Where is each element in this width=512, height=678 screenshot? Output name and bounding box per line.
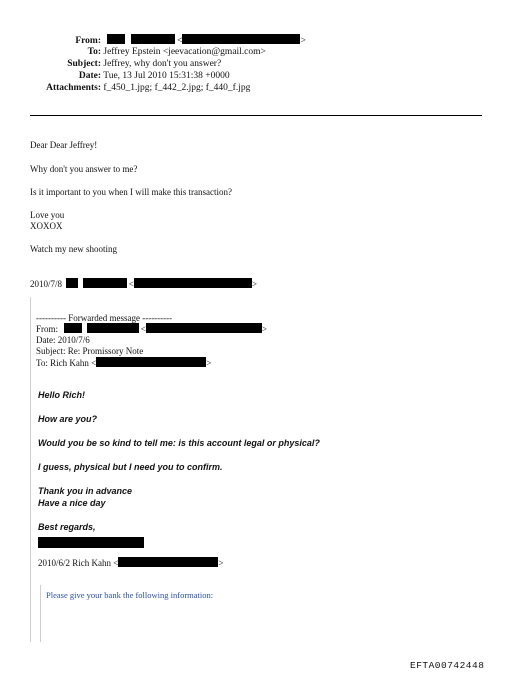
forwarded-to: To: Rich Kahn < > bbox=[36, 358, 212, 368]
bank-instructions: Please give your bank the following information: bbox=[46, 590, 214, 600]
redaction bbox=[87, 323, 139, 333]
redaction bbox=[96, 357, 206, 367]
message-line: Is it important to you when I will make this transaction? bbox=[30, 187, 232, 197]
redaction bbox=[83, 278, 127, 288]
redaction bbox=[131, 34, 175, 44]
quote-bar bbox=[30, 297, 31, 642]
redaction bbox=[146, 323, 262, 333]
inner-line: I guess, physical but I need you to confirm. bbox=[38, 462, 223, 472]
redaction bbox=[134, 278, 252, 288]
date-value: Tue, 13 Jul 2010 15:31:38 +0000 bbox=[103, 71, 230, 81]
header-date bbox=[60, 70, 230, 82]
redaction bbox=[118, 557, 218, 567]
quote-bar bbox=[40, 585, 41, 642]
header-to bbox=[60, 46, 266, 58]
forwarded-from: From: < > bbox=[36, 324, 267, 334]
to-label: To: bbox=[87, 47, 101, 57]
subject-value: Jeffrey, why don't you answer? bbox=[103, 59, 222, 69]
message-line: Watch my new shooting bbox=[30, 244, 118, 254]
to-value: Jeffrey Epstein <jeevacation@gmail.com> bbox=[103, 47, 266, 57]
attachments-label: Attachments: bbox=[46, 83, 101, 93]
from-label: From: bbox=[75, 36, 101, 46]
message-line: Why don't you answer to me? bbox=[30, 164, 138, 174]
redaction bbox=[107, 34, 125, 44]
quote-date: 2010/7/8 bbox=[30, 279, 63, 289]
inner-line: Thank you in advance bbox=[38, 486, 133, 496]
header-subject bbox=[60, 58, 221, 70]
inner-line: Would you be so kind to tell me: is this account legal or physical? bbox=[38, 438, 320, 448]
inner-greeting: Hello Rich! bbox=[38, 390, 86, 400]
forwarded-subject: Subject: Re: Promissory Note bbox=[36, 346, 144, 356]
inner-signoff: Best regards, bbox=[38, 522, 96, 532]
inner-line: How are you? bbox=[38, 414, 98, 424]
subject-label: Subject: bbox=[67, 59, 101, 69]
quote-attribution: 2010/7/8 < > bbox=[30, 279, 257, 289]
forwarded-separator: ---------- Forwarded message ---------- bbox=[36, 313, 173, 323]
forwarded-to-text: To: Rich Kahn < bbox=[36, 358, 97, 368]
forwarded-from-label: From: bbox=[36, 324, 59, 334]
attachments-value: f_450_1.jpg; f_442_2.jpg; f_440_f.jpg bbox=[103, 83, 251, 93]
quote-attribution: 2010/6/2 Rich Kahn < > bbox=[38, 558, 224, 568]
signature-redaction bbox=[38, 534, 144, 552]
inner-line: Have a nice day bbox=[38, 498, 106, 508]
redaction bbox=[182, 34, 300, 44]
redaction bbox=[66, 278, 78, 288]
redaction bbox=[64, 323, 82, 333]
signoff: XOXOX bbox=[30, 221, 63, 231]
header-divider bbox=[30, 115, 482, 116]
forwarded-date: Date: 2010/7/6 bbox=[36, 335, 90, 345]
quote2-line: 2010/6/2 Rich Kahn bbox=[38, 558, 111, 568]
document-id: EFTA00742448 bbox=[410, 660, 485, 671]
signoff: Love you bbox=[30, 210, 65, 220]
header-attachments bbox=[30, 82, 250, 94]
greeting: Dear Dear Jeffrey! bbox=[30, 140, 98, 150]
header-from: From: < > bbox=[60, 34, 306, 47]
date-label: Date: bbox=[78, 71, 101, 81]
